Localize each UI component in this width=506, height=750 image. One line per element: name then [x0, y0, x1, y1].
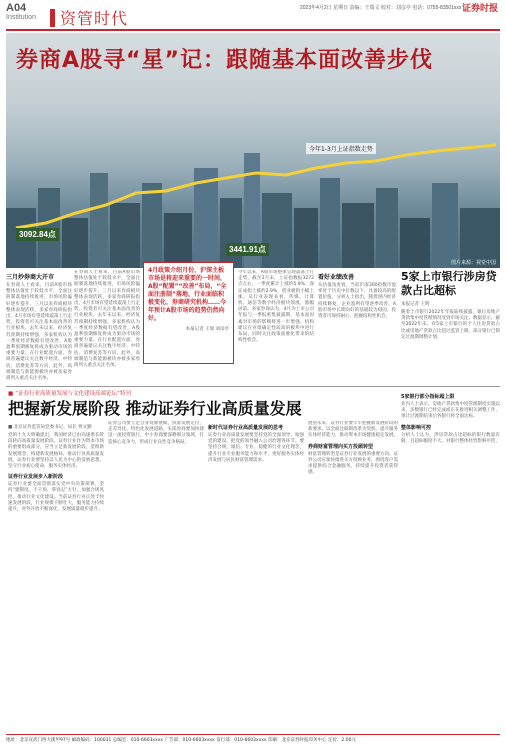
feature-col2-text: 证券行业要全面贯彻落实党中央决策部署，坚持“建制度、不干预、零容忍”方针，加强合规风控，推动行业文化建设。当前证券行业正处于快速发展阶段，行业规模不断壮大，服务能力持续提升，对外开放不断深化，发展质量稳步提升。 [8, 482, 104, 513]
left-body-text-2: 在券商人士看来，目前A股市场整体估值处于较低水平，全面注册制落地持续推进，市场风险偏好逐步提升，三月以来券商板块整体表现活跃，多家券商研报指出，4月市场有望延续震荡上行走势，投资者可关注基本面改善的行业板块。去年末以来，经济复苏预期持续增强，多家机构认为一季度经济数据有望改善，A股盈利预期修复将成为驱动市场的重要力量。在行业配置方面，券商普遍建议关注数字经济、中特估、消费复苏等方向，此外，高端制造与新能源板块亦被多家券商列入重点关注名单。 [74, 270, 140, 369]
feature-column-1 [8, 421, 104, 731]
masthead [0, 0, 506, 30]
index-low-label: 3092.84点 [16, 228, 59, 241]
feature-author: ■ 北京证券监管局党委书记、局长 贾文勤 [8, 425, 92, 430]
right-body-3: 分析人士认为，涉房贷款占比超标的银行数量有限，且超标幅度不大，对银行整体经营影响可控。 [401, 432, 500, 444]
feature-col5-text: 展望未来，证券行业要牢牢把握新发展阶段的新要求，以全面注册制改革为契机，提升服务实体经济能力，推动资本市场健康稳定发展。 [308, 421, 398, 439]
photo-credit: 图片来源：视觉中国 [450, 260, 496, 266]
right-article-byline: 本报记者 王明 [401, 302, 430, 307]
pull-quote-text: 4月政策介绍月份，沪深主板市场是将迎来重要的一时间，A股“配置”“改善”布局，“全面注册制”落地，行业面临积极变化，券商研究机构……今年预计A股市场的趋势仍然向好。 [148, 267, 227, 322]
feature-col6-text: 财富管理转型是证券行业发展的重要方向。证券公司应加快推进买方投顾业务，围绕客户需求提供综合金融服务，持续提升投资者获得感。 [308, 451, 398, 476]
index-trend-line [6, 133, 500, 243]
footer-rule [6, 734, 500, 735]
left-article-column [6, 270, 72, 384]
middle-article-column [238, 270, 314, 384]
feature-column-4 [308, 421, 398, 731]
footer-info: 地址：北京宣武门西大街甲97号 邮政编码：100031 总编室：010-6603xxxx 广告部：010-6603xxxx 发行部：010-6603xxxx 印刷：北京证券时报印务中心 定价：2.00元 [6, 738, 356, 743]
feature-subhead-1: 证券行业发展步入新阶段 [8, 474, 64, 481]
feature-col1-text: 党的十九大明确提出，我国经济已由高速增长阶段转向高质量发展阶段。证券行业作为资本市场的重要组成部分，应当立足新发展阶段、贯彻新发展理念、构建新发展格局，推动行业高质量发展。证券行业要坚持以人民为中心的发展思想，坚守行业初心使命，服务实体经济。 [8, 433, 104, 470]
bullet-icon: ■ [8, 391, 14, 397]
feature-subhead-2: 新时代证券行业高质量发展的思考 [208, 425, 284, 431]
section-subtitle: Institution [6, 14, 36, 21]
right-minor-head-2: 整体影响可控 [401, 424, 432, 431]
paper-name: 证券时报 [461, 4, 498, 14]
right-body-2: 业内人士表示，房地产贷款集中度管理制度实施以来，多数银行已经完成或正在推进相关调整工作，预计过渡期结束后各银行将全面达标。 [401, 402, 500, 420]
right-article-title: 5家上市银行涉房贷款占比超标 [401, 270, 497, 297]
middle-article-column-2 [318, 270, 396, 384]
section-name: 资管时代 [60, 9, 129, 28]
middle-body-text: 今年以来，A股市场整体呈现震荡上行走势。截至3月末，上证指数报3272点左右，一季度累计上涨约5.9%；深证成指上涨约2.9%，创业板指小幅上涨。从行业表现来看，传媒、计算机、通信等数字经济板块领涨，涨幅居前。多家券商认为，4月为上市公司年报与一季报密集披露期，基本面因素对市场的影响将进一步增强。机构建议在业绩确定性较高的板块中进行布局，同时关注政策面催化带来的结构性机会。 [238, 270, 314, 344]
right-article-continued [401, 390, 500, 730]
hero-banner [6, 33, 500, 268]
kicker-text: “证券行业高质量发展与文化建设高端论坛”特刊 [15, 391, 131, 397]
feature-column-2 [108, 421, 204, 731]
feature-subhead-3: 券商财富管理向买方投顾转型 [308, 443, 374, 450]
feature-title: 把握新发展阶段 推动证券行业高质量发展 [8, 399, 302, 418]
feature-col3-text: 证券公司要立足自身资源禀赋，找准发展定位，走差异化、特色化发展道路。头部券商要加快建设一流投资银行，中小券商要深耕细分领域，打造核心竞争力，形成行业良性竞争格局。 [108, 421, 204, 445]
left-article-column-2 [74, 270, 140, 384]
header-rule [6, 29, 500, 31]
section-divider [6, 386, 500, 387]
pull-quote-box [143, 262, 234, 364]
middle-subhead: 看好业绩改善 [318, 274, 355, 281]
issue-line: 2023年4月2日 星期日 责编：王瑞文 校对：刘彦亭 电话：0755-83501xxx [300, 5, 462, 11]
feature-column-3 [208, 421, 304, 731]
hero-headline: 券商A股寻“星”记：跟随基本面改善步伐 [16, 48, 433, 73]
right-minor-head-1: 5家银行部分指标超上限 [401, 394, 455, 400]
section-code: A04 [6, 2, 27, 14]
left-body-text: 在券商人士看来，目前A股市场整体估值处于较低水平，全面注册制落地持续推进，市场风险偏好逐步提升，三月以来券商板块整体表现活跃，多家券商研报指出，4月市场有望延续震荡上行走势，投资者可关注基本面改善的行业板块。去年末以来，经济复苏预期持续增强，多家机构认为一季度经济数据有望改善，A股盈利预期修复将成为驱动市场的重要力量。在行业配置方面，券商普遍建议关注数字经济、中特估、消费复苏等方向，此外，高端制造与新能源板块亦被多家券商列入重点关注名单。 [6, 283, 72, 382]
chart-caption: 今年1-3月上证指数走势 [306, 143, 376, 154]
middle-body-text-2: 从估值角度看，当前沪深300指数市盈率处于历史中位数以下，具备较高的配置价值。分析人士指出，随着国内经济持续修复，企业盈利有望逐季改善，A股市场中长期向好的基础较为稳固，投资者可保持耐心、把握结构性机会。 [318, 283, 396, 320]
left-subhead: 三月炒券商大开市 [6, 274, 55, 281]
pull-quote-author: 本报记者 王瑞 刘彦亭 [185, 327, 229, 332]
right-article [401, 270, 500, 384]
index-high-label: 3441.91点 [226, 243, 269, 256]
right-article-body: 随着上市银行2022年年报陆续披露，银行房地产贷款集中度管理情况受到市场关注。数据显示，截至2022年末，有5家上市银行的个人住房贷款占比或房地产贷款占比超过监管上限，部分银行已制定过渡期调整计划。 [401, 310, 500, 340]
section-logo-bar [50, 9, 55, 27]
feature-col4-text: 证券行业高质量发展要坚持党的全面领导，加强党的建设，把党的领导融入公司治理各环节。要坚持合规、诚信、专业、稳健的行业文化理念，提升行业专业服务能力和水平，更好服务实体经济发展与居民财富管理需求。 [208, 433, 304, 463]
